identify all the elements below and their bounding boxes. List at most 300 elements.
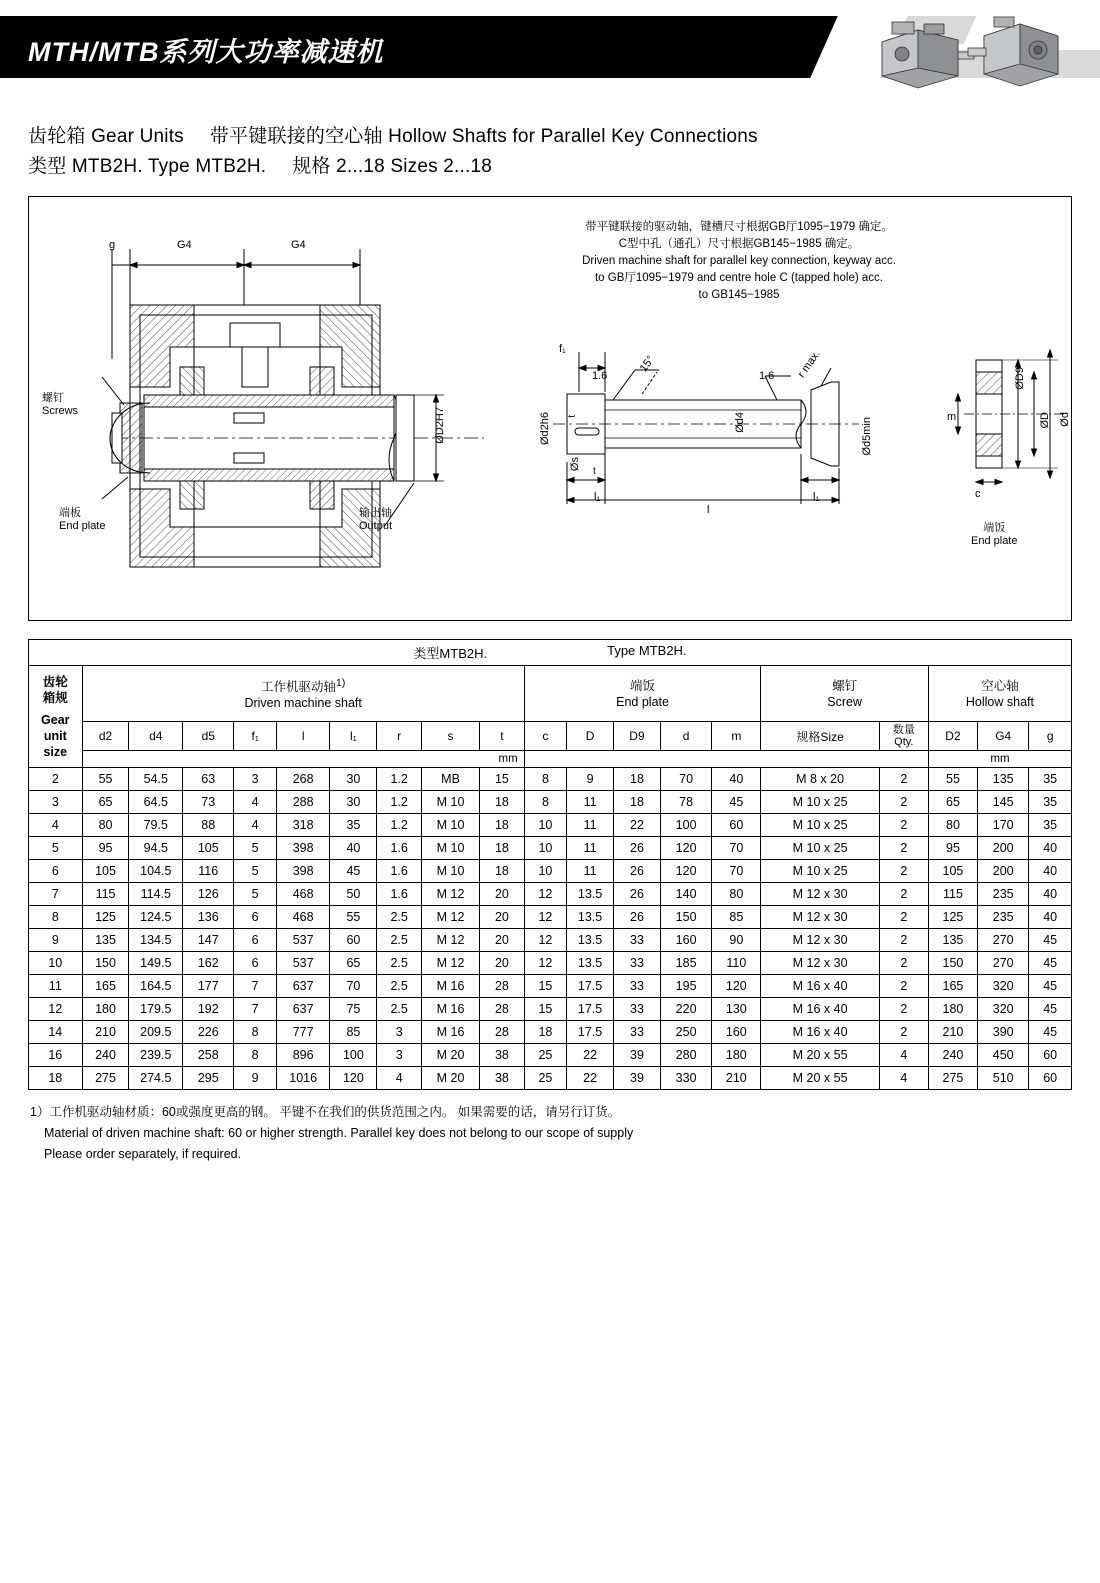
cell-s: M 10	[422, 814, 480, 837]
cell-l: 777	[276, 1021, 330, 1044]
col-G4: G4	[978, 722, 1029, 751]
cell-s: M 12	[422, 929, 480, 952]
cell-t: 28	[480, 998, 525, 1021]
footnote-line-3: Please order separately, if required.	[44, 1147, 242, 1161]
cell-screw: M 10 x 25	[761, 791, 879, 814]
cell-qty: 2	[879, 860, 928, 883]
cell-r: 2.5	[377, 998, 422, 1021]
cell-l1: 70	[330, 975, 377, 998]
cell-g: 45	[1029, 975, 1072, 998]
col-s: s	[422, 722, 480, 751]
cell-d2: 275	[82, 1067, 129, 1090]
cell-size: 14	[29, 1021, 83, 1044]
cell-qty: 2	[879, 768, 928, 791]
cell-D: 13.5	[567, 883, 614, 906]
cell-f1: 4	[234, 791, 276, 814]
cell-D2: 210	[928, 1021, 977, 1044]
cell-l1: 120	[330, 1067, 377, 1090]
cell-d4: 54.5	[129, 768, 183, 791]
cell-D: 11	[567, 791, 614, 814]
cell-c: 12	[524, 929, 566, 952]
cell-d: 160	[660, 929, 711, 952]
cell-G4: 510	[978, 1067, 1029, 1090]
cell-m: 85	[712, 906, 761, 929]
cell-l: 1016	[276, 1067, 330, 1090]
cell-d: 140	[660, 883, 711, 906]
figure-note-line-1: 带平键联接的驱动轴，键槽尺寸根据GB厅1095−1979 确定。	[585, 221, 893, 233]
cell-m: 45	[712, 791, 761, 814]
cell-size: 8	[29, 906, 83, 929]
col-group-driven-machine-shaft: 工作机驱动轴$^{1)}$ Driven machine shaft	[82, 666, 524, 722]
cell-D: 13.5	[567, 952, 614, 975]
cell-d4: 94.5	[129, 837, 183, 860]
table-row	[29, 814, 1072, 837]
cell-f1: 3	[234, 768, 276, 791]
col-group-screw: 螺钉 Screw	[761, 666, 928, 722]
cell-screw: M 10 x 25	[761, 860, 879, 883]
col-l: l	[276, 722, 330, 751]
col-d: d	[660, 722, 711, 751]
cell-r: 4	[377, 1067, 422, 1090]
cell-r: 3	[377, 1044, 422, 1067]
cell-l1: 100	[330, 1044, 377, 1067]
cell-G4: 235	[978, 906, 1029, 929]
col-c: c	[524, 722, 566, 751]
title-line-2	[28, 152, 1100, 182]
cell-d2: 125	[82, 906, 129, 929]
cell-l: 637	[276, 998, 330, 1021]
cell-d5: 73	[183, 791, 234, 814]
cell-s: M 10	[422, 837, 480, 860]
cell-s: M 16	[422, 975, 480, 998]
cell-D9: 26	[614, 837, 661, 860]
cell-s: M 16	[422, 1021, 480, 1044]
cell-D: 17.5	[567, 998, 614, 1021]
chamfer-label-right: 1.6	[759, 370, 775, 382]
cell-D2: 125	[928, 906, 977, 929]
label-screws: 螺钉 Screws	[42, 392, 79, 417]
cell-l: 318	[276, 814, 330, 837]
cell-g: 40	[1029, 860, 1072, 883]
cell-qty: 2	[879, 814, 928, 837]
cell-D2: 135	[928, 929, 977, 952]
col-group-end-plate: 端饭 End plate	[524, 666, 761, 722]
cell-f1: 5	[234, 883, 276, 906]
cell-t: 20	[480, 929, 525, 952]
cell-D9: 33	[614, 975, 661, 998]
cell-g: 40	[1029, 906, 1072, 929]
cell-D: 9	[567, 768, 614, 791]
cell-r: 2.5	[377, 975, 422, 998]
cell-g: 60	[1029, 1044, 1072, 1067]
cell-t: 28	[480, 1021, 525, 1044]
cell-d: 250	[660, 1021, 711, 1044]
cell-c: 15	[524, 975, 566, 998]
cell-m: 70	[712, 860, 761, 883]
cell-size: 4	[29, 814, 83, 837]
cell-c: 18	[524, 1021, 566, 1044]
cell-d: 280	[660, 1044, 711, 1067]
cell-D9: 39	[614, 1067, 661, 1090]
cell-d4: 164.5	[129, 975, 183, 998]
col-D2: D2	[928, 722, 977, 751]
cell-G4: 270	[978, 929, 1029, 952]
cell-r: 1.2	[377, 768, 422, 791]
cell-screw: M 20 x 55	[761, 1044, 879, 1067]
cell-D9: 18	[614, 768, 661, 791]
cell-l1: 55	[330, 906, 377, 929]
cell-size: 3	[29, 791, 83, 814]
cell-D2: 275	[928, 1067, 977, 1090]
cell-s: M 10	[422, 791, 480, 814]
cell-m: 180	[712, 1044, 761, 1067]
dim-label-d2h7: ØD2H7	[434, 407, 446, 444]
footnote	[30, 1102, 1072, 1165]
label-end-plate-left: 端板 End plate	[59, 507, 106, 532]
unit-spacer-2	[761, 751, 928, 768]
cell-s: M 12	[422, 883, 480, 906]
cell-d5: 136	[183, 906, 234, 929]
title-line-1	[28, 122, 1100, 152]
cell-m: 40	[712, 768, 761, 791]
dim-label-s: Øs	[569, 457, 581, 472]
cell-G4: 200	[978, 860, 1029, 883]
dim-label-d5min: Ød5min	[861, 417, 873, 456]
cell-d2: 180	[82, 998, 129, 1021]
dim-label-m: m	[947, 411, 957, 423]
table-row	[29, 860, 1072, 883]
table-row	[29, 975, 1072, 998]
cell-d4: 134.5	[129, 929, 183, 952]
cell-size: 9	[29, 929, 83, 952]
cell-screw: M 12 x 30	[761, 952, 879, 975]
cell-qty: 4	[879, 1044, 928, 1067]
unit-spacer-1	[524, 751, 761, 768]
title-gear-units-en: 带平键联接的空心轴 Hollow Shafts for Parallel Key Connections	[209, 126, 758, 147]
dim-label-l1-right: l₁	[813, 491, 820, 503]
table-body	[29, 768, 1072, 1090]
cell-G4: 200	[978, 837, 1029, 860]
cell-screw: M 12 x 30	[761, 883, 879, 906]
cell-d2: 210	[82, 1021, 129, 1044]
cell-D9: 33	[614, 1021, 661, 1044]
table-band-row	[29, 640, 1072, 666]
dim-label-D: ØD	[1039, 412, 1051, 429]
cell-d: 70	[660, 768, 711, 791]
cell-screw: M 10 x 25	[761, 837, 879, 860]
cell-D: 11	[567, 814, 614, 837]
cell-m: 130	[712, 998, 761, 1021]
cell-g: 45	[1029, 998, 1072, 1021]
cell-D2: 115	[928, 883, 977, 906]
cell-t: 38	[480, 1067, 525, 1090]
cell-G4: 450	[978, 1044, 1029, 1067]
cell-screw: M 12 x 30	[761, 906, 879, 929]
cell-d5: 177	[183, 975, 234, 998]
dim-label-d4: Ød4	[734, 412, 746, 433]
title-sizes-en: 规格 2...18 Sizes 2...18	[292, 156, 493, 177]
table-band-en: Type MTB2H.	[607, 643, 687, 658]
cell-m: 120	[712, 975, 761, 998]
col-group-gear-unit-size: 齿轮 箱规 Gear unit size	[29, 666, 83, 768]
table-row	[29, 883, 1072, 906]
cell-D9: 33	[614, 929, 661, 952]
cell-size: 6	[29, 860, 83, 883]
cell-D9: 33	[614, 998, 661, 1021]
cell-l1: 30	[330, 791, 377, 814]
cell-g: 45	[1029, 929, 1072, 952]
cell-G4: 145	[978, 791, 1029, 814]
dim-label-t: t	[593, 466, 596, 477]
cell-D9: 26	[614, 906, 661, 929]
cell-D2: 95	[928, 837, 977, 860]
cell-r: 3	[377, 1021, 422, 1044]
cell-G4: 235	[978, 883, 1029, 906]
cell-screw: M 16 x 40	[761, 998, 879, 1021]
page-title: MTH/MTB系列大功率减速机	[28, 37, 384, 67]
cell-f1: 6	[234, 929, 276, 952]
cell-m: 70	[712, 837, 761, 860]
cell-l: 468	[276, 906, 330, 929]
footnote-line-2: Material of driven machine shaft: 60 or higher strength. Parallel key does not belong to our scope of supply	[44, 1126, 634, 1140]
cell-t: 20	[480, 883, 525, 906]
col-g: g	[1029, 722, 1072, 751]
cell-qty: 2	[879, 791, 928, 814]
cell-D9: 33	[614, 952, 661, 975]
cell-l: 468	[276, 883, 330, 906]
cell-s: M 12	[422, 952, 480, 975]
cell-D: 13.5	[567, 906, 614, 929]
cell-G4: 270	[978, 952, 1029, 975]
table-band-cn: 类型MTB2H.	[413, 646, 488, 661]
cell-s: M 12	[422, 906, 480, 929]
cell-d: 100	[660, 814, 711, 837]
col-screw-qty: 数量 Qty.	[879, 722, 928, 751]
cell-G4: 135	[978, 768, 1029, 791]
cell-g: 35	[1029, 814, 1072, 837]
label-output-shaft: 输出轴 Output	[359, 507, 393, 532]
col-group-hollow-shaft: 空心轴 Hollow shaft	[928, 666, 1071, 722]
cell-d4: 274.5	[129, 1067, 183, 1090]
col-l1: l₁	[330, 722, 377, 751]
cell-screw: M 10 x 25	[761, 814, 879, 837]
cell-qty: 4	[879, 1067, 928, 1090]
label-rmax: r max.	[795, 348, 823, 380]
cell-D: 11	[567, 837, 614, 860]
cell-t: 20	[480, 906, 525, 929]
cell-screw: M 12 x 30	[761, 929, 879, 952]
cell-qty: 2	[879, 883, 928, 906]
cell-d4: 79.5	[129, 814, 183, 837]
cell-c: 10	[524, 860, 566, 883]
cell-f1: 5	[234, 837, 276, 860]
dim-label-g4-left: G4	[177, 239, 192, 251]
table-row	[29, 1067, 1072, 1090]
cell-d2: 105	[82, 860, 129, 883]
cell-qty: 2	[879, 952, 928, 975]
cell-t: 38	[480, 1044, 525, 1067]
dim-label-d9: ØD9	[1014, 367, 1026, 390]
cell-d: 150	[660, 906, 711, 929]
cell-screw: M 16 x 40	[761, 1021, 879, 1044]
table-row	[29, 906, 1072, 929]
cell-D2: 65	[928, 791, 977, 814]
cell-s: M 10	[422, 860, 480, 883]
figure-note-line-2: C型中孔（通孔）尺寸根据GB145−1985 确定。	[618, 238, 860, 250]
cell-c: 25	[524, 1044, 566, 1067]
cell-d5: 116	[183, 860, 234, 883]
table-row	[29, 1021, 1072, 1044]
cell-d5: 126	[183, 883, 234, 906]
cell-d: 220	[660, 998, 711, 1021]
cell-s: M 20	[422, 1044, 480, 1067]
table-row	[29, 1044, 1072, 1067]
cell-D: 22	[567, 1044, 614, 1067]
cell-c: 15	[524, 998, 566, 1021]
cell-c: 10	[524, 814, 566, 837]
table-unit-row	[29, 751, 1072, 768]
cell-t: 18	[480, 814, 525, 837]
table-row	[29, 791, 1072, 814]
cell-d2: 115	[82, 883, 129, 906]
cell-l: 268	[276, 768, 330, 791]
cell-d4: 124.5	[129, 906, 183, 929]
cell-l1: 60	[330, 929, 377, 952]
cell-l1: 85	[330, 1021, 377, 1044]
cell-size: 2	[29, 768, 83, 791]
cell-size: 11	[29, 975, 83, 998]
cell-f1: 9	[234, 1067, 276, 1090]
cell-m: 90	[712, 929, 761, 952]
cell-c: 8	[524, 791, 566, 814]
cell-size: 12	[29, 998, 83, 1021]
cell-g: 35	[1029, 791, 1072, 814]
table-row	[29, 952, 1072, 975]
cell-screw: M 16 x 40	[761, 975, 879, 998]
cell-D9: 26	[614, 883, 661, 906]
cell-d4: 104.5	[129, 860, 183, 883]
figure-note-line-3: Driven machine shaft for parallel key connection, keyway acc.	[582, 255, 896, 267]
cell-c: 25	[524, 1067, 566, 1090]
cell-f1: 5	[234, 860, 276, 883]
cell-d4: 179.5	[129, 998, 183, 1021]
cell-l1: 75	[330, 998, 377, 1021]
cell-m: 210	[712, 1067, 761, 1090]
cell-d4: 64.5	[129, 791, 183, 814]
cell-d: 120	[660, 837, 711, 860]
cell-qty: 2	[879, 998, 928, 1021]
cell-D2: 180	[928, 998, 977, 1021]
cell-g: 40	[1029, 837, 1072, 860]
cell-d2: 95	[82, 837, 129, 860]
cell-d5: 258	[183, 1044, 234, 1067]
cell-m: 60	[712, 814, 761, 837]
dim-label-l1-left: l₁	[594, 491, 601, 503]
cell-screw: M 20 x 55	[761, 1067, 879, 1090]
cell-s: MB	[422, 768, 480, 791]
cell-l1: 65	[330, 952, 377, 975]
technical-drawing-figure	[28, 196, 1072, 621]
cell-d2: 55	[82, 768, 129, 791]
cell-t: 15	[480, 768, 525, 791]
cell-size: 7	[29, 883, 83, 906]
cell-r: 1.2	[377, 791, 422, 814]
cell-l: 637	[276, 975, 330, 998]
cell-d2: 165	[82, 975, 129, 998]
label-end-plate-right: 端饭 End plate	[971, 522, 1018, 547]
cell-g: 45	[1029, 952, 1072, 975]
cell-d5: 88	[183, 814, 234, 837]
cell-d4: 149.5	[129, 952, 183, 975]
title-type-cn: 类型 MTB2H. Type MTB2H.	[28, 156, 267, 177]
cell-s: M 16	[422, 998, 480, 1021]
cell-d4: 209.5	[129, 1021, 183, 1044]
col-d5: d5	[183, 722, 234, 751]
cell-c: 10	[524, 837, 566, 860]
cell-qty: 2	[879, 837, 928, 860]
cell-m: 160	[712, 1021, 761, 1044]
col-m: m	[712, 722, 761, 751]
cell-d5: 295	[183, 1067, 234, 1090]
cell-t: 20	[480, 952, 525, 975]
cell-g: 45	[1029, 1021, 1072, 1044]
cell-l: 537	[276, 929, 330, 952]
cell-d5: 226	[183, 1021, 234, 1044]
dim-label-d2h6: Ød2h6	[539, 412, 551, 446]
col-r: r	[377, 722, 422, 751]
cell-d5: 147	[183, 929, 234, 952]
table-column-header-row	[29, 722, 1072, 751]
cell-r: 1.6	[377, 860, 422, 883]
footnote-line-1: 1）工作机驱动轴材质：60或强度更高的钢。 平键不在我们的供货范围之内。 如果需要的话，请另行订货。	[30, 1105, 621, 1119]
col-f1: f₁	[234, 722, 276, 751]
cell-d2: 150	[82, 952, 129, 975]
cell-G4: 320	[978, 998, 1029, 1021]
figure-note-line-5: to GB145−1985	[698, 289, 780, 301]
cell-f1: 7	[234, 975, 276, 998]
cell-D9: 18	[614, 791, 661, 814]
cell-d: 195	[660, 975, 711, 998]
cell-f1: 8	[234, 1021, 276, 1044]
cell-c: 8	[524, 768, 566, 791]
table-row	[29, 929, 1072, 952]
cell-r: 2.5	[377, 906, 422, 929]
dim-label-d: Ød	[1059, 412, 1071, 427]
dim-label-g: g	[109, 239, 116, 251]
cell-D: 17.5	[567, 975, 614, 998]
unit-mm-right: mm	[928, 751, 1071, 768]
cell-d: 78	[660, 791, 711, 814]
cell-d: 120	[660, 860, 711, 883]
cell-t: 18	[480, 791, 525, 814]
cell-r: 2.5	[377, 952, 422, 975]
cell-l: 398	[276, 860, 330, 883]
cell-d2: 240	[82, 1044, 129, 1067]
cell-d2: 135	[82, 929, 129, 952]
cell-D: 13.5	[567, 929, 614, 952]
cell-d2: 80	[82, 814, 129, 837]
chamfer-label-left: 1.6	[592, 370, 608, 382]
cell-s: M 20	[422, 1067, 480, 1090]
cell-d5: 192	[183, 998, 234, 1021]
cell-d2: 65	[82, 791, 129, 814]
cell-l: 288	[276, 791, 330, 814]
cell-D2: 240	[928, 1044, 977, 1067]
cell-d4: 239.5	[129, 1044, 183, 1067]
cell-g: 60	[1029, 1067, 1072, 1090]
cell-qty: 2	[879, 929, 928, 952]
cell-D: 22	[567, 1067, 614, 1090]
